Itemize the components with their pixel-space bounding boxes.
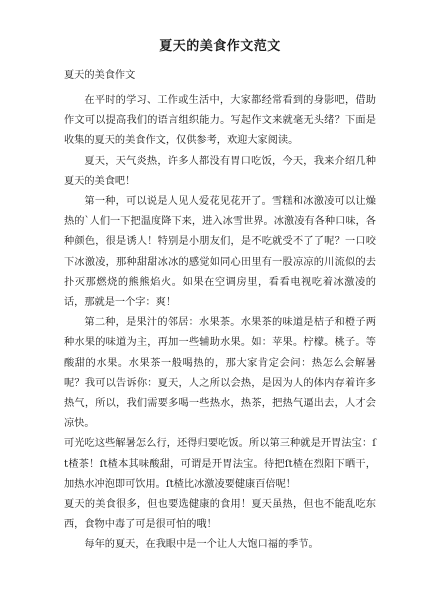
document-title: 夏天的美食作文范文 [159,39,281,54]
paragraph-conclusion: 每年的夏天，在我眼中是一个让人大饱口福的季节。 [84,539,319,551]
paragraph-intro: 在平时的学习、工作或生活中，大家都经常看到的身影吧，借助作文可以提高我们的语言组织能力。写起作文来就毫无头绪？下面是收集的夏天的美食作文，仅供参考，欢迎大家阅读。 [64,95,376,147]
paragraph-fruit-tea: 第二种，是果汁的邻居：水果茶。水果茶的味道是桔子和橙子两种水果的味道为主，再加一些辅助水果。如：苹果。柠檬。桃子。等酸甜的水果。水果茶一般喝热的，那大家肯定会问：热怎么会解暑呢？我可以告诉你：夏天，人之所以会热，是因为人的体内存着许多热气，所以，我们需要多喝一些热水，热茶，把热气逼出去，人才会凉快。 [64,317,376,430]
paragraph-opening: 夏天，天气炎热，许多人都没有胃口吃饭，今天，我来介绍几种夏天的美食吧！ [64,155,376,187]
paragraph-hawthorn-tea: 可光吃这些解暑怎么行，还得归要吃饭。所以第三种就是开胃法宝：ſt楂茶！ſt楂本其味酸甜，可谓是开胃法宝。待把ſt楂在烈阳下晒干，加热水冲泡即可饮用。ſt楂比冰激凌要健康百倍呢！ [64,438,376,490]
document-subtitle: 夏天的美食作文 [64,70,136,81]
paragraph-ice-cream: 第一种，可以说是人见人爱花见花开了。雪糕和冰激凌可以让燥热的`人们一下把温度降下来，进入冰雪世界。冰激凌有各种口味，各种颜色，很是诱人！特别是小朋友们，是不吃就受不了了呢？一口咬下冰激凌，那种甜甜冰冰的感觉如同心田里有一股凉凉的川流似的去扑灭那燃烧的熊熊焰火。如果在空调房里，看看电视吃着冰激凌的话，那就是一个字：爽！ [64,196,376,309]
paragraph-health-advice: 夏天的美食很多，但也要选健康的食用！夏天虽热，但也不能乱吃东西，食物中毒了可是很可怕的哦！ [64,499,376,531]
